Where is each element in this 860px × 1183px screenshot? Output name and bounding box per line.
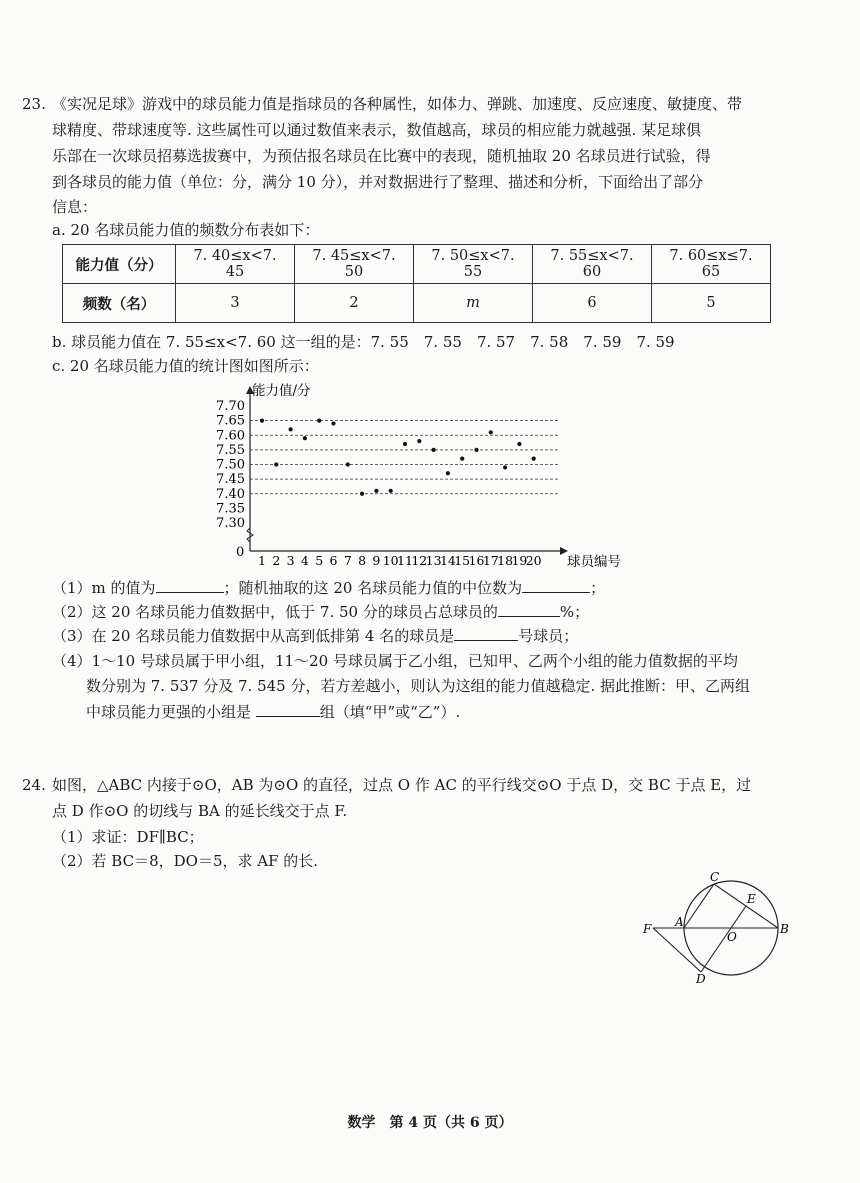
segment-ed xyxy=(701,906,746,972)
answer-blank-median[interactable] xyxy=(522,576,590,593)
q23-part-b-text: b. 球员能力值在 7. 55≤x<7. 60 这一组的是：7. 55 7. 55 7. 57 7. 58 7. 59 7. 59 xyxy=(52,333,675,351)
data-point xyxy=(417,439,421,443)
y-tick-label: 7.65 xyxy=(216,413,245,429)
data-point xyxy=(403,442,407,446)
x-tick-label: 10 xyxy=(382,553,399,568)
q23-intro-line-3: 乐部在一次球员招募选拔赛中，为预估报名球员在比赛中的表现，随机抽取 20 名球员进行试验，得 xyxy=(52,147,711,165)
table-cell: 7. 60≤x≤7. 65 xyxy=(652,245,771,284)
q23-sub4-text-b: 组（填“甲”或“乙”）. xyxy=(319,703,461,721)
x-tick-label: 12 xyxy=(411,553,428,568)
q23-intro-line-1: 《实况足球》游戏中的球员能力值是指球员的各种属性，如体力、弹跳、加速度、反应速度、敏捷度、带 xyxy=(52,95,743,113)
q24-part-1: （1）求证：DF∥BC； xyxy=(52,828,204,846)
q23-sub4-line-1: （4）1～10 号球员属于甲小组，11～20 号球员属于乙小组，已知甲、乙两个小组的能力值数据的平均 xyxy=(52,652,738,670)
x-tick-label: 20 xyxy=(525,553,542,568)
player-ability-scatter-chart xyxy=(200,378,640,573)
x-tick-label: 17 xyxy=(482,553,499,568)
q23-sub2 xyxy=(52,600,589,624)
q23-sub2-text-b: %； xyxy=(559,603,590,621)
table-cell: 6 xyxy=(533,284,652,323)
q23-sub4-line-3 xyxy=(86,700,460,724)
x-tick-label: 7 xyxy=(343,553,352,568)
x-tick-label: 5 xyxy=(315,553,324,568)
data-point xyxy=(489,430,493,434)
x-tick-label: 9 xyxy=(372,553,381,568)
y-tick-label: 7.30 xyxy=(216,516,245,531)
q23-intro-line-2: 球精度、带球速度等. 这些属性可以通过数值来表示，数值越高，球员的相应能力就越强. 某足球俱 xyxy=(52,121,702,139)
y-tick-label: 7.70 xyxy=(216,399,245,414)
q24-line-2: 点 D 作⊙O 的切线与 BA 的延长线交于点 F. xyxy=(52,802,348,820)
x-tick-label: 3 xyxy=(286,553,295,568)
table-cell: 7. 50≤x<7. 55 xyxy=(414,245,533,284)
x-tick-label: 2 xyxy=(272,553,281,568)
data-point xyxy=(389,489,393,493)
q23-intro-line-4: 到各球员的能力值（单位：分，满分 10 分），并对数据进行了整理、描述和分析，下面给出了部分 xyxy=(52,173,704,191)
x-tick-label: 19 xyxy=(511,553,528,568)
data-point xyxy=(474,448,478,452)
q23-sub1-text-a: （1）m 的值为 xyxy=(52,579,156,597)
x-tick-label: 1 xyxy=(258,553,266,568)
table-cell: 7. 40≤x<7. 45 xyxy=(176,245,295,284)
q23-sub3-text-a: （3）在 20 名球员能力值数据中从高到低排第 4 名的球员是 xyxy=(52,627,455,645)
data-point xyxy=(432,448,436,452)
q23-sub4-text-a: 中球员能力更强的小组是 xyxy=(86,703,252,721)
q23-sub3-text-b: 号球员； xyxy=(518,627,579,645)
table-row-intervals xyxy=(63,245,771,284)
y-tick-label: 7.35 xyxy=(216,501,245,517)
data-point xyxy=(289,427,293,431)
answer-blank-group[interactable] xyxy=(256,700,320,717)
q23-sub2-text-a: （2）这 20 名球员能力值数据中，低于 7. 50 分的球员占总球员的 xyxy=(52,603,498,621)
q23-part-a-label: a. 20 名球员能力值的频数分布表如下： xyxy=(52,221,320,239)
x-tick-label: 6 xyxy=(329,553,338,568)
y-axis-label: 能力值/分 xyxy=(252,383,311,399)
table-cell: 2 xyxy=(295,284,414,323)
q24-part-2: （2）若 BC＝8，DO＝5，求 AF 的长. xyxy=(52,852,319,870)
segment-ac xyxy=(684,884,714,928)
y-tick-label: 7.45 xyxy=(216,472,245,488)
data-point xyxy=(532,457,536,461)
x-tick-label: 14 xyxy=(439,553,456,568)
x-tick-label: 18 xyxy=(497,553,514,568)
page-footer: 数学 第 4 页（共 6 页） xyxy=(347,1115,513,1131)
data-point xyxy=(517,442,521,446)
data-point xyxy=(317,419,321,423)
data-point xyxy=(460,457,464,461)
q23-number: 23. xyxy=(22,95,46,113)
table-header-count: 频数（名） xyxy=(63,284,176,323)
data-point xyxy=(503,465,507,469)
point-label-a: A xyxy=(675,915,684,929)
y-tick-label: 7.60 xyxy=(216,428,245,444)
x-tick-label: 4 xyxy=(300,553,309,568)
table-cell: 7. 55≤x<7. 60 xyxy=(533,245,652,284)
answer-blank-percent[interactable] xyxy=(498,600,560,617)
q23-sub3 xyxy=(52,624,578,648)
answer-blank-m[interactable] xyxy=(156,576,224,593)
x-tick-label: 11 xyxy=(397,553,413,568)
point-label-b: B xyxy=(780,922,789,936)
point-label-f: F xyxy=(643,922,652,936)
data-point xyxy=(374,489,378,493)
q23-sub1 xyxy=(52,576,605,600)
table-cell: 5 xyxy=(652,284,771,323)
data-point xyxy=(446,471,450,475)
point-label-d: D xyxy=(696,972,706,983)
x-axis-label: 球员编号 xyxy=(567,554,621,570)
q24-line-1: 如图，△ABC 内接于⊙O，AB 为⊙O 的直径，过点 O 作 AC 的平行线交⊙O 于点 D，交 BC 于点 E，过 xyxy=(52,776,752,794)
q23-intro-line-5: 信息： xyxy=(52,198,98,216)
q23-sub4-line-2: 数分别为 7. 537 分及 7. 545 分，若方差越小，则认为这组的能力值越稳定. 据此推断：甲、乙两组 xyxy=(86,677,751,695)
y-tick-label: 7.55 xyxy=(216,442,245,458)
frequency-table xyxy=(62,244,771,323)
point-label-e: E xyxy=(747,892,756,906)
data-point xyxy=(346,462,350,466)
table-cell: 3 xyxy=(176,284,295,323)
data-point xyxy=(360,492,364,496)
x-tick-label: 16 xyxy=(468,553,485,568)
table-cell: m xyxy=(414,284,533,323)
table-row-counts xyxy=(63,284,771,323)
tangent-fd xyxy=(653,928,701,972)
answer-blank-rank4[interactable] xyxy=(454,624,518,641)
q23-sub1-text-c: ； xyxy=(590,579,606,597)
data-point xyxy=(274,462,278,466)
data-point xyxy=(303,436,307,440)
y-tick-label: 7.40 xyxy=(216,486,245,502)
y-tick-label: 7.50 xyxy=(216,457,245,473)
data-point xyxy=(331,421,335,425)
point-label-o: O xyxy=(727,930,737,944)
x-tick-label: 8 xyxy=(358,553,367,568)
x-tick-label: 15 xyxy=(454,553,471,568)
q23-sub1-text-b: ；随机抽取的这 20 名球员能力值的中位数为 xyxy=(223,579,523,597)
table-header-score: 能力值（分） xyxy=(63,245,176,284)
q23-part-c-text: c. 20 名球员能力值的统计图如图所示： xyxy=(52,357,319,375)
data-point xyxy=(260,419,264,423)
x-tick-label: 13 xyxy=(425,553,442,568)
q24-number: 24. xyxy=(22,776,46,794)
point-label-c: C xyxy=(710,870,720,884)
table-cell: 7. 45≤x<7. 50 xyxy=(295,245,414,284)
origin-label: 0 xyxy=(236,545,245,560)
circle-geometry-figure xyxy=(640,868,800,983)
